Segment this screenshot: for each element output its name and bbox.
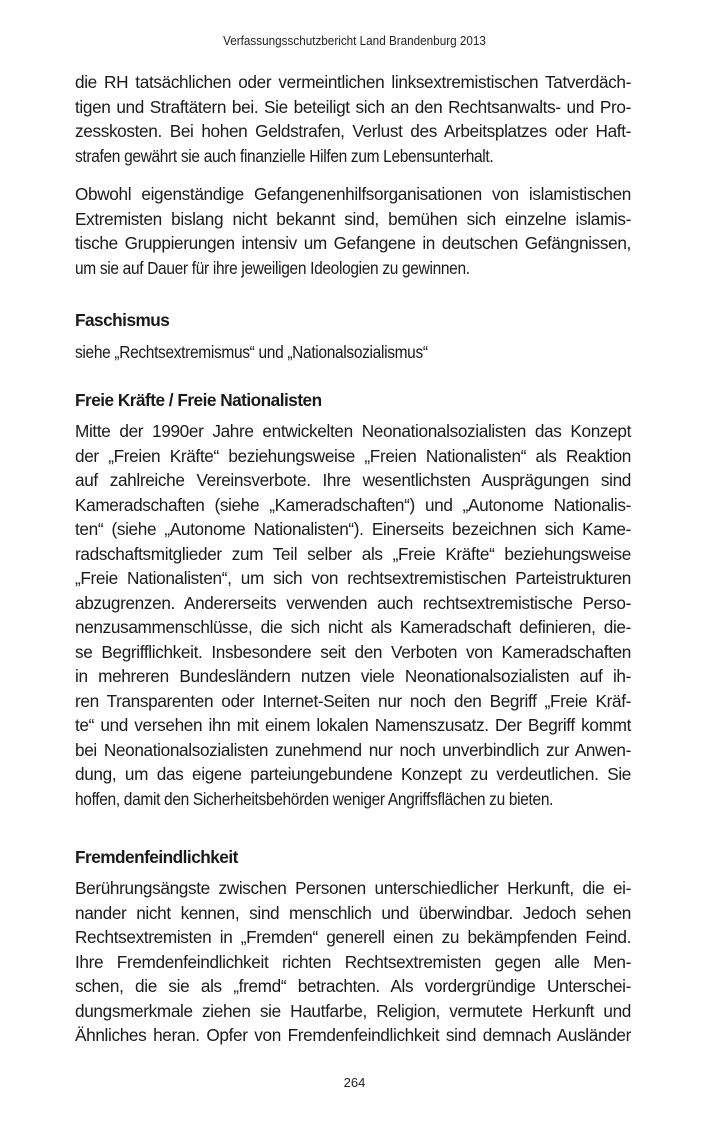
text-line: abzugrenzen. Andererseits verwenden auch rechtsextremistische Perso-	[75, 592, 631, 613]
text-line: Mitte der 1990er Jahre entwickelten Neonationalsozialisten das Konzept	[75, 421, 631, 441]
text-line: schen, die sie als „fremd“ betrachten. Als vordergründige Unterschei-	[75, 976, 631, 996]
page-number: 264	[343, 1075, 366, 1090]
section-heading-freie-kraefte: Freie Kräfte / Freie Nationalisten	[75, 390, 322, 410]
text-line: nander nicht kennen, sind menschlich und überwindbar. Jedoch sehen	[75, 902, 631, 923]
text-line: dungsmerkmale ziehen sie Hautfarbe, Religion, vermutete Herkunft und	[75, 1000, 631, 1021]
paragraph-faschismus	[75, 340, 631, 365]
text-line: um sie auf Dauer für ihre jeweiligen Ideologien zu gewinnen.	[75, 257, 470, 278]
text-line: radschaftsmitglieder zum Teil selber als „Freie Kräfte“ beziehungsweise	[75, 543, 631, 564]
text-line: tische Gruppierungen intensiv um Gefangene in deutschen Gefängnissen,	[75, 233, 631, 253]
text-line: strafen gewährt sie auch finanzielle Hilfen zum Lebensunterhalt.	[75, 145, 494, 166]
text-line: tigen und Straftätern bei. Sie beteiligt sich an den Rechtsanwalts- und Pro-	[75, 96, 631, 117]
section-heading-fremdenfeindlichkeit: Fremdenfeindlichkeit	[75, 847, 238, 867]
text-line: in mehreren Bundesländern nutzen viele Neonationalsozialisten auf ih-	[75, 666, 631, 686]
text-line: dung, um das eigene parteiungebundene Konzept zu verdeutlichen. Sie	[75, 764, 631, 784]
running-header: Verfassungsschutzbericht Land Brandenburg 2013	[223, 33, 486, 48]
paragraph-rh-support	[75, 70, 631, 168]
text-line: Berührungsängste zwischen Personen unterschiedlicher Herkunft, die ei-	[75, 878, 631, 898]
text-line: te“ und versehen ihn mit einem lokalen Namenszusatz. Der Begriff kommt	[75, 715, 631, 735]
text-line: Rechtsextremisten in „Fremden“ generell einen zu bekämpfenden Feind.	[75, 927, 631, 947]
text-line: ren Transparenten oder Internet-Seiten nur noch den Begriff „Freie Kräf-	[75, 690, 631, 711]
text-line: se Begrifflichkeit. Insbesondere seit den Verboten von Kameradschaften	[75, 641, 631, 662]
text-line: „Freie Nationalisten“, um sich von rechtsextremistischen Parteistrukturen	[75, 568, 631, 588]
text-line: die RH tatsächlichen oder vermeintlichen linksextremistischen Tatverdäch-	[75, 72, 631, 92]
text-line: nenzusammenschlüsse, die sich nicht als Kameradschaft definieren, die-	[75, 617, 631, 637]
text-line: ten“ (siehe „Autonome Nationalisten“). Einerseits bezeichnen sich Kame-	[75, 519, 631, 539]
text-line: Kameradschaften (siehe „Kameradschaften“) und „Autonome Nationalis-	[75, 494, 631, 515]
text-line: zesskosten. Bei hohen Geldstrafen, Verlust des Arbeitsplatzes oder Haft-	[75, 121, 631, 141]
section-heading-faschismus: Faschismus	[75, 310, 170, 330]
paragraph-fremdenfeindlichkeit	[75, 876, 631, 1048]
text-line: Obwohl eigenständige Gefangenenhilfsorganisationen von islamistischen	[75, 184, 631, 204]
text-line: der „Freien Kräfte“ beziehungsweise „Freien Nationalisten“ als Reaktion	[75, 445, 631, 466]
text-line: bei Neonationalsozialisten zunehmend nur noch unverbindlich zur Anwen-	[75, 739, 631, 760]
text-line: Extremisten bislang nicht bekannt sind, bemühen sich einzelne islamis-	[75, 208, 631, 229]
text-line: auf zahlreiche Vereinsverbote. Ihre wesentlichsten Ausprägungen sind	[75, 470, 631, 490]
text-line: Ähnliches heran. Opfer von Fremdenfeindlichkeit sind demnach Ausländer	[75, 1025, 631, 1045]
paragraph-freie-kraefte	[75, 419, 631, 811]
paragraph-islamist-prisoners	[75, 182, 631, 280]
text-line: hoffen, damit den Sicherheitsbehörden weniger Angriffsflächen zu bieten.	[75, 788, 554, 809]
text-line: Ihre Fremdenfeindlichkeit richten Rechtsextremisten gegen alle Men-	[75, 951, 631, 972]
text-line: siehe „Rechtsextremismus“ und „Nationalsozialismus“	[75, 342, 428, 362]
